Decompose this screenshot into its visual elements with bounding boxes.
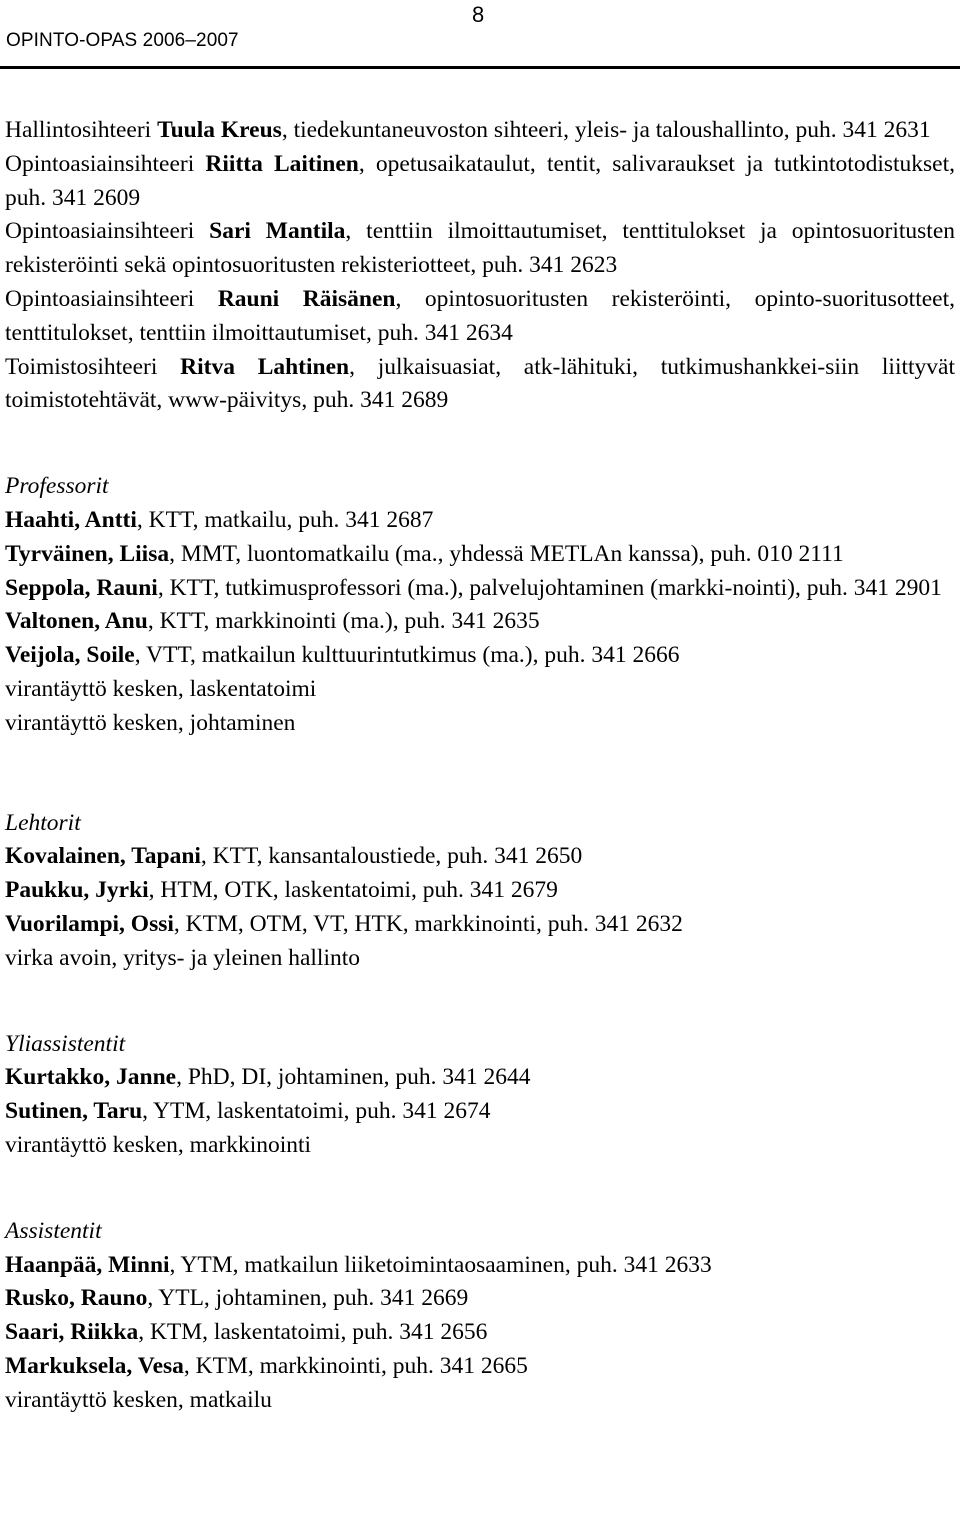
staff-role: Toimistosihteeri (5, 353, 158, 380)
list-item (5, 1061, 955, 1095)
staff-entry (5, 114, 955, 148)
list-item (5, 504, 955, 538)
person-desc: , KTM, laskentatoimi, puh. 341 2656 (138, 1319, 488, 1346)
person-desc: virantäyttö kesken, johtaminen (5, 709, 296, 736)
staff-name: Tuula Kreus (157, 117, 282, 143)
staff-desc: , julkaisuasiat, atk-lähituki, tutkimushankkei-siin liittyvät toimistotehtävät, www-päivitys, puh. 341 2689 (5, 353, 956, 414)
person-name: Seppola, Rauni (5, 574, 158, 601)
section-professors (5, 470, 955, 740)
page-number: 8 (472, 2, 485, 27)
person-name: Haanpää, Minni (5, 1251, 170, 1278)
staff-entry (5, 283, 955, 351)
person-desc: , PhD, DI, johtaminen, puh. 341 2644 (176, 1064, 531, 1091)
list-item (5, 639, 955, 673)
person-desc: virantäyttö kesken, matkailu (5, 1386, 272, 1413)
list-item (5, 874, 955, 908)
header-rule (0, 66, 960, 69)
person-name: Markuksela, Vesa (5, 1352, 184, 1379)
person-name: Sutinen, Taru (5, 1098, 143, 1125)
person-name: Saari, Riikka (5, 1319, 139, 1346)
section-heading: Lehtorit (5, 809, 81, 836)
staff-role: Hallintosihteeri (5, 117, 152, 143)
person-desc: , YTM, laskentatoimi, puh. 341 2674 (142, 1098, 491, 1125)
staff-desc: , opintosuoritusten rekisteröinti, opinto-suoritusotteet, tenttitulokset, tenttiin ilmoittautumiset, puh. 341 2634 (5, 285, 955, 346)
staff-role: Opintoasiainsihteeri (5, 150, 195, 177)
person-desc: , YTM, matkailun liiketoimintaosaaminen, puh. 341 2633 (169, 1251, 712, 1278)
person-desc: , YTL, johtaminen, puh. 341 2669 (147, 1285, 469, 1312)
list-item (5, 538, 955, 572)
list-item (5, 673, 955, 707)
list-item (5, 605, 955, 639)
list-item (5, 1316, 955, 1350)
person-name: Veijola, Soile (5, 642, 135, 669)
staff-role: Opintoasiainsihteeri (5, 218, 195, 245)
section-heading: Professorit (5, 473, 109, 500)
page-content (5, 114, 955, 1418)
person-desc: virka avoin, yritys- ja yleinen hallinto (5, 944, 361, 971)
list-item (5, 942, 955, 976)
page-header (0, 0, 960, 70)
section-lecturers (5, 807, 955, 976)
staff-role: Opintoasiainsihteeri (5, 285, 195, 312)
person-name: Vuorilampi, Ossi (5, 910, 174, 937)
person-desc: , KTM, markkinointi, puh. 341 2665 (183, 1352, 528, 1379)
person-desc: virantäyttö kesken, laskentatoimi (5, 675, 317, 702)
list-item (5, 908, 955, 942)
list-item (5, 840, 955, 874)
section-heading: Assistentit (5, 1217, 102, 1244)
person-name: Kovalainen, Tapani (5, 843, 201, 870)
staff-desc: , opetusaikataulut, tentit, salivaraukset ja tutkintotodistukset, puh. 341 2609 (5, 150, 956, 211)
person-desc: , KTT, tutkimusprofessori (ma.), palvelujohtaminen (markki-nointi), puh. 341 2901 (157, 574, 942, 601)
person-desc: , VTT, matkailun kulttuurintutkimus (ma.), puh. 341 2666 (134, 642, 680, 669)
section-assistants (5, 1215, 955, 1418)
staff-name: Rauni Räisänen (217, 285, 396, 312)
list-item (5, 1384, 955, 1418)
staff-list (5, 114, 955, 418)
person-desc: virantäyttö kesken, markkinointi (5, 1131, 312, 1158)
person-name: Valtonen, Anu (5, 608, 148, 635)
person-desc: , HTM, OTK, laskentatoimi, puh. 341 2679 (148, 877, 558, 904)
staff-desc: , tiedekuntaneuvoston sihteeri, yleis- ja taloushallinto, puh. 341 2631 (281, 117, 931, 143)
staff-entry (5, 351, 955, 419)
section-heading: Yliassistentit (5, 1030, 126, 1057)
person-desc: , KTT, markkinointi (ma.), puh. 341 2635 (147, 608, 540, 635)
person-name: Tyrväinen, Liisa (5, 540, 170, 567)
person-desc: , KTT, matkailu, puh. 341 2687 (136, 506, 434, 533)
staff-name: Ritva Lahtinen (180, 353, 350, 380)
staff-name: Sari Mantila (209, 218, 346, 245)
staff-desc: , tenttiin ilmoittautumiset, tenttitulokset ja opintosuoritusten rekisteröinti sekä opintosuoritusten rekisteriotteet, puh. 341 2623 (5, 218, 955, 279)
person-desc: , KTT, kansantaloustiede, puh. 341 2650 (200, 843, 583, 870)
list-item (5, 572, 955, 606)
section-senior-assistants (5, 1028, 955, 1163)
staff-entry (5, 148, 955, 216)
person-name: Kurtakko, Janne (5, 1064, 177, 1091)
person-desc: , MMT, luontomatkailu (ma., yhdessä METLAn kanssa), puh. 010 2111 (169, 540, 844, 567)
list-item (5, 1282, 955, 1316)
person-name: Paukku, Jyrki (5, 877, 149, 904)
list-item (5, 1129, 955, 1163)
staff-entry (5, 215, 955, 283)
list-item (5, 1350, 955, 1384)
list-item (5, 707, 955, 741)
list-item (5, 1095, 955, 1129)
document-title: OPINTO-OPAS 2006–2007 (6, 30, 239, 51)
list-item (5, 1249, 955, 1283)
person-desc: , KTM, OTM, VT, HTK, markkinointi, puh. 341 2632 (173, 910, 683, 937)
person-name: Haahti, Antti (5, 506, 137, 533)
staff-name: Riitta Laitinen (205, 150, 359, 177)
person-name: Rusko, Rauno (5, 1285, 148, 1312)
